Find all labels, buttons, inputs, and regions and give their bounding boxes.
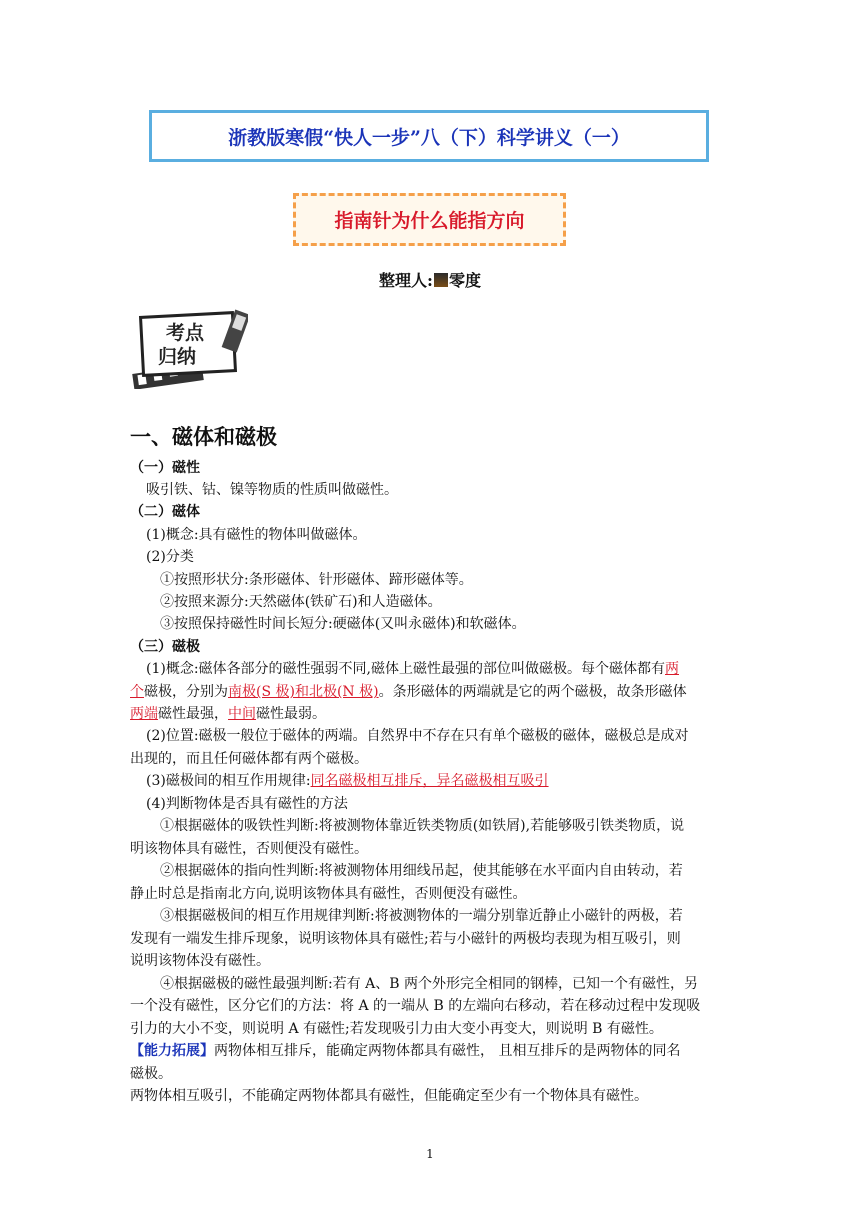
page-number: 1 bbox=[426, 1147, 434, 1161]
paragraph-magnet-classify: (2)分类 bbox=[146, 549, 194, 565]
document-title-box bbox=[149, 110, 709, 162]
lesson-title: 指南针为什么能指方向 bbox=[334, 210, 525, 232]
method-3-line2: 发现有一端发生排斥现象，说明该物体具有磁性;若与小磁针的两极均表现为相互吸引，则 bbox=[130, 931, 681, 947]
list-item: ①按照形状分:条形磁体、针形磁体、蹄形磁体等。 bbox=[160, 572, 473, 588]
paragraph-pole-concept-line1 bbox=[146, 659, 679, 679]
author-avatar-icon bbox=[434, 273, 448, 287]
paragraph-method-heading: (4)判断物体是否具有磁性的方法 bbox=[146, 796, 348, 812]
method-4-line3: 引力的大小不变，则说明 A 有磁性;若发现吸引力由大变小再变大，则说明 B 有磁性。 bbox=[130, 1021, 663, 1037]
text-span: 磁性最强， bbox=[158, 706, 228, 722]
paragraph-magnetism: 吸引铁、钴、镍等物质的性质叫做磁性。 bbox=[146, 482, 398, 498]
highlight-answer: 两端 bbox=[130, 706, 158, 722]
text-span: 磁性最弱。 bbox=[256, 706, 326, 722]
author-label: 整理人: bbox=[379, 271, 433, 290]
subheading-pole: （三）磁极 bbox=[130, 639, 200, 655]
paragraph-pole-position-line1: (2)位置:磁极一般位于磁体的两端。自然界中不存在只有单个磁极的磁体，磁极总是成对 bbox=[146, 728, 689, 744]
method-3-line3: 说明该物体没有磁性。 bbox=[130, 953, 270, 969]
highlight-answer: 同名磁极相互排斥，异名磁极相互吸引 bbox=[310, 773, 549, 789]
method-1-line1: ①根据磁体的吸铁性判断:将被测物体靠近铁类物质(如铁屑),若能够吸引铁类物质，说 bbox=[160, 818, 685, 834]
highlight-answer: 个 bbox=[130, 684, 144, 700]
text-span: 两物体相互排斥，能确定两物体都具有磁性， 且相互排斥的是两物体的同名 bbox=[214, 1043, 681, 1059]
highlight-answer: 两 bbox=[665, 661, 679, 677]
key-points-badge-icon bbox=[130, 309, 248, 389]
method-1-line2: 明该物体具有磁性，否则便没有磁性。 bbox=[130, 841, 368, 857]
list-item: ②按照来源分:天然磁体(铁矿石)和人造磁体。 bbox=[160, 594, 442, 610]
lesson-title-box bbox=[293, 193, 566, 246]
method-3-line1: ③根据磁极间的相互作用规律判断:将被测物体的一端分别靠近静止小磁针的两极，若 bbox=[160, 908, 683, 924]
paragraph-pole-position-line2: 出现的，而且任何磁体都有两个磁极。 bbox=[130, 751, 368, 767]
badge-text-line2: 归纳 bbox=[158, 346, 197, 368]
paragraph-magnet-concept: (1)概念:具有磁性的物体叫做磁体。 bbox=[146, 527, 367, 543]
highlight-answer: 中间 bbox=[228, 706, 256, 722]
method-4-line2: 一个没有磁性，区分它们的方法：将 A 的一端从 B 的左端向右移动，若在移动过程中发现吸 bbox=[130, 998, 701, 1014]
text-span: 磁极，分别为 bbox=[144, 684, 228, 700]
text-span: (1)概念:磁体各部分的磁性强弱不同,磁体上磁性最强的部位叫做磁极。每个磁体都有 bbox=[146, 661, 665, 677]
section-heading: 一、磁体和磁极 bbox=[130, 424, 277, 449]
text-span: (3)磁极间的相互作用规律: bbox=[146, 773, 311, 789]
method-4-line1: ④根据磁极的磁性最强判断:若有 A、B 两个外形完全相同的钢棒，已知一个有磁性，另 bbox=[160, 976, 699, 992]
paragraph-pole-interaction bbox=[146, 771, 549, 791]
document-title: 浙教版寒假“快人一步”八（下）科学讲义（一） bbox=[228, 126, 630, 149]
ability-line3: 两物体相互吸引，不能确定两物体都具有磁性，但能确定至少有一个物体具有磁性。 bbox=[130, 1088, 648, 1104]
subheading-magnet: （二）磁体 bbox=[130, 504, 200, 520]
method-2-line1: ②根据磁体的指向性判断:将被测物体用细线吊起，使其能够在水平面内自由转动，若 bbox=[160, 863, 683, 879]
text-span: 。条形磁体的两端就是它的两个磁极，故条形磁体 bbox=[378, 684, 687, 700]
author-name: 零度 bbox=[448, 271, 481, 290]
method-2-line2: 静止时总是指南北方向,说明该物体具有磁性，否则便没有磁性。 bbox=[130, 886, 527, 902]
highlight-answer: 南极(S 极)和北极(N 极) bbox=[228, 684, 379, 700]
author-line bbox=[0, 268, 860, 291]
subheading-magnetism: （一）磁性 bbox=[130, 460, 200, 476]
badge-text-line1: 考点 bbox=[166, 322, 205, 344]
ability-line1 bbox=[130, 1041, 680, 1061]
paragraph-pole-concept-line3 bbox=[130, 704, 326, 724]
paragraph-pole-concept-line2 bbox=[130, 682, 687, 702]
ability-label: 【能力拓展】 bbox=[130, 1043, 214, 1059]
list-item: ③按照保持磁性时间长短分:硬磁体(又叫永磁体)和软磁体。 bbox=[160, 616, 526, 632]
ability-line2: 磁极。 bbox=[130, 1066, 172, 1082]
